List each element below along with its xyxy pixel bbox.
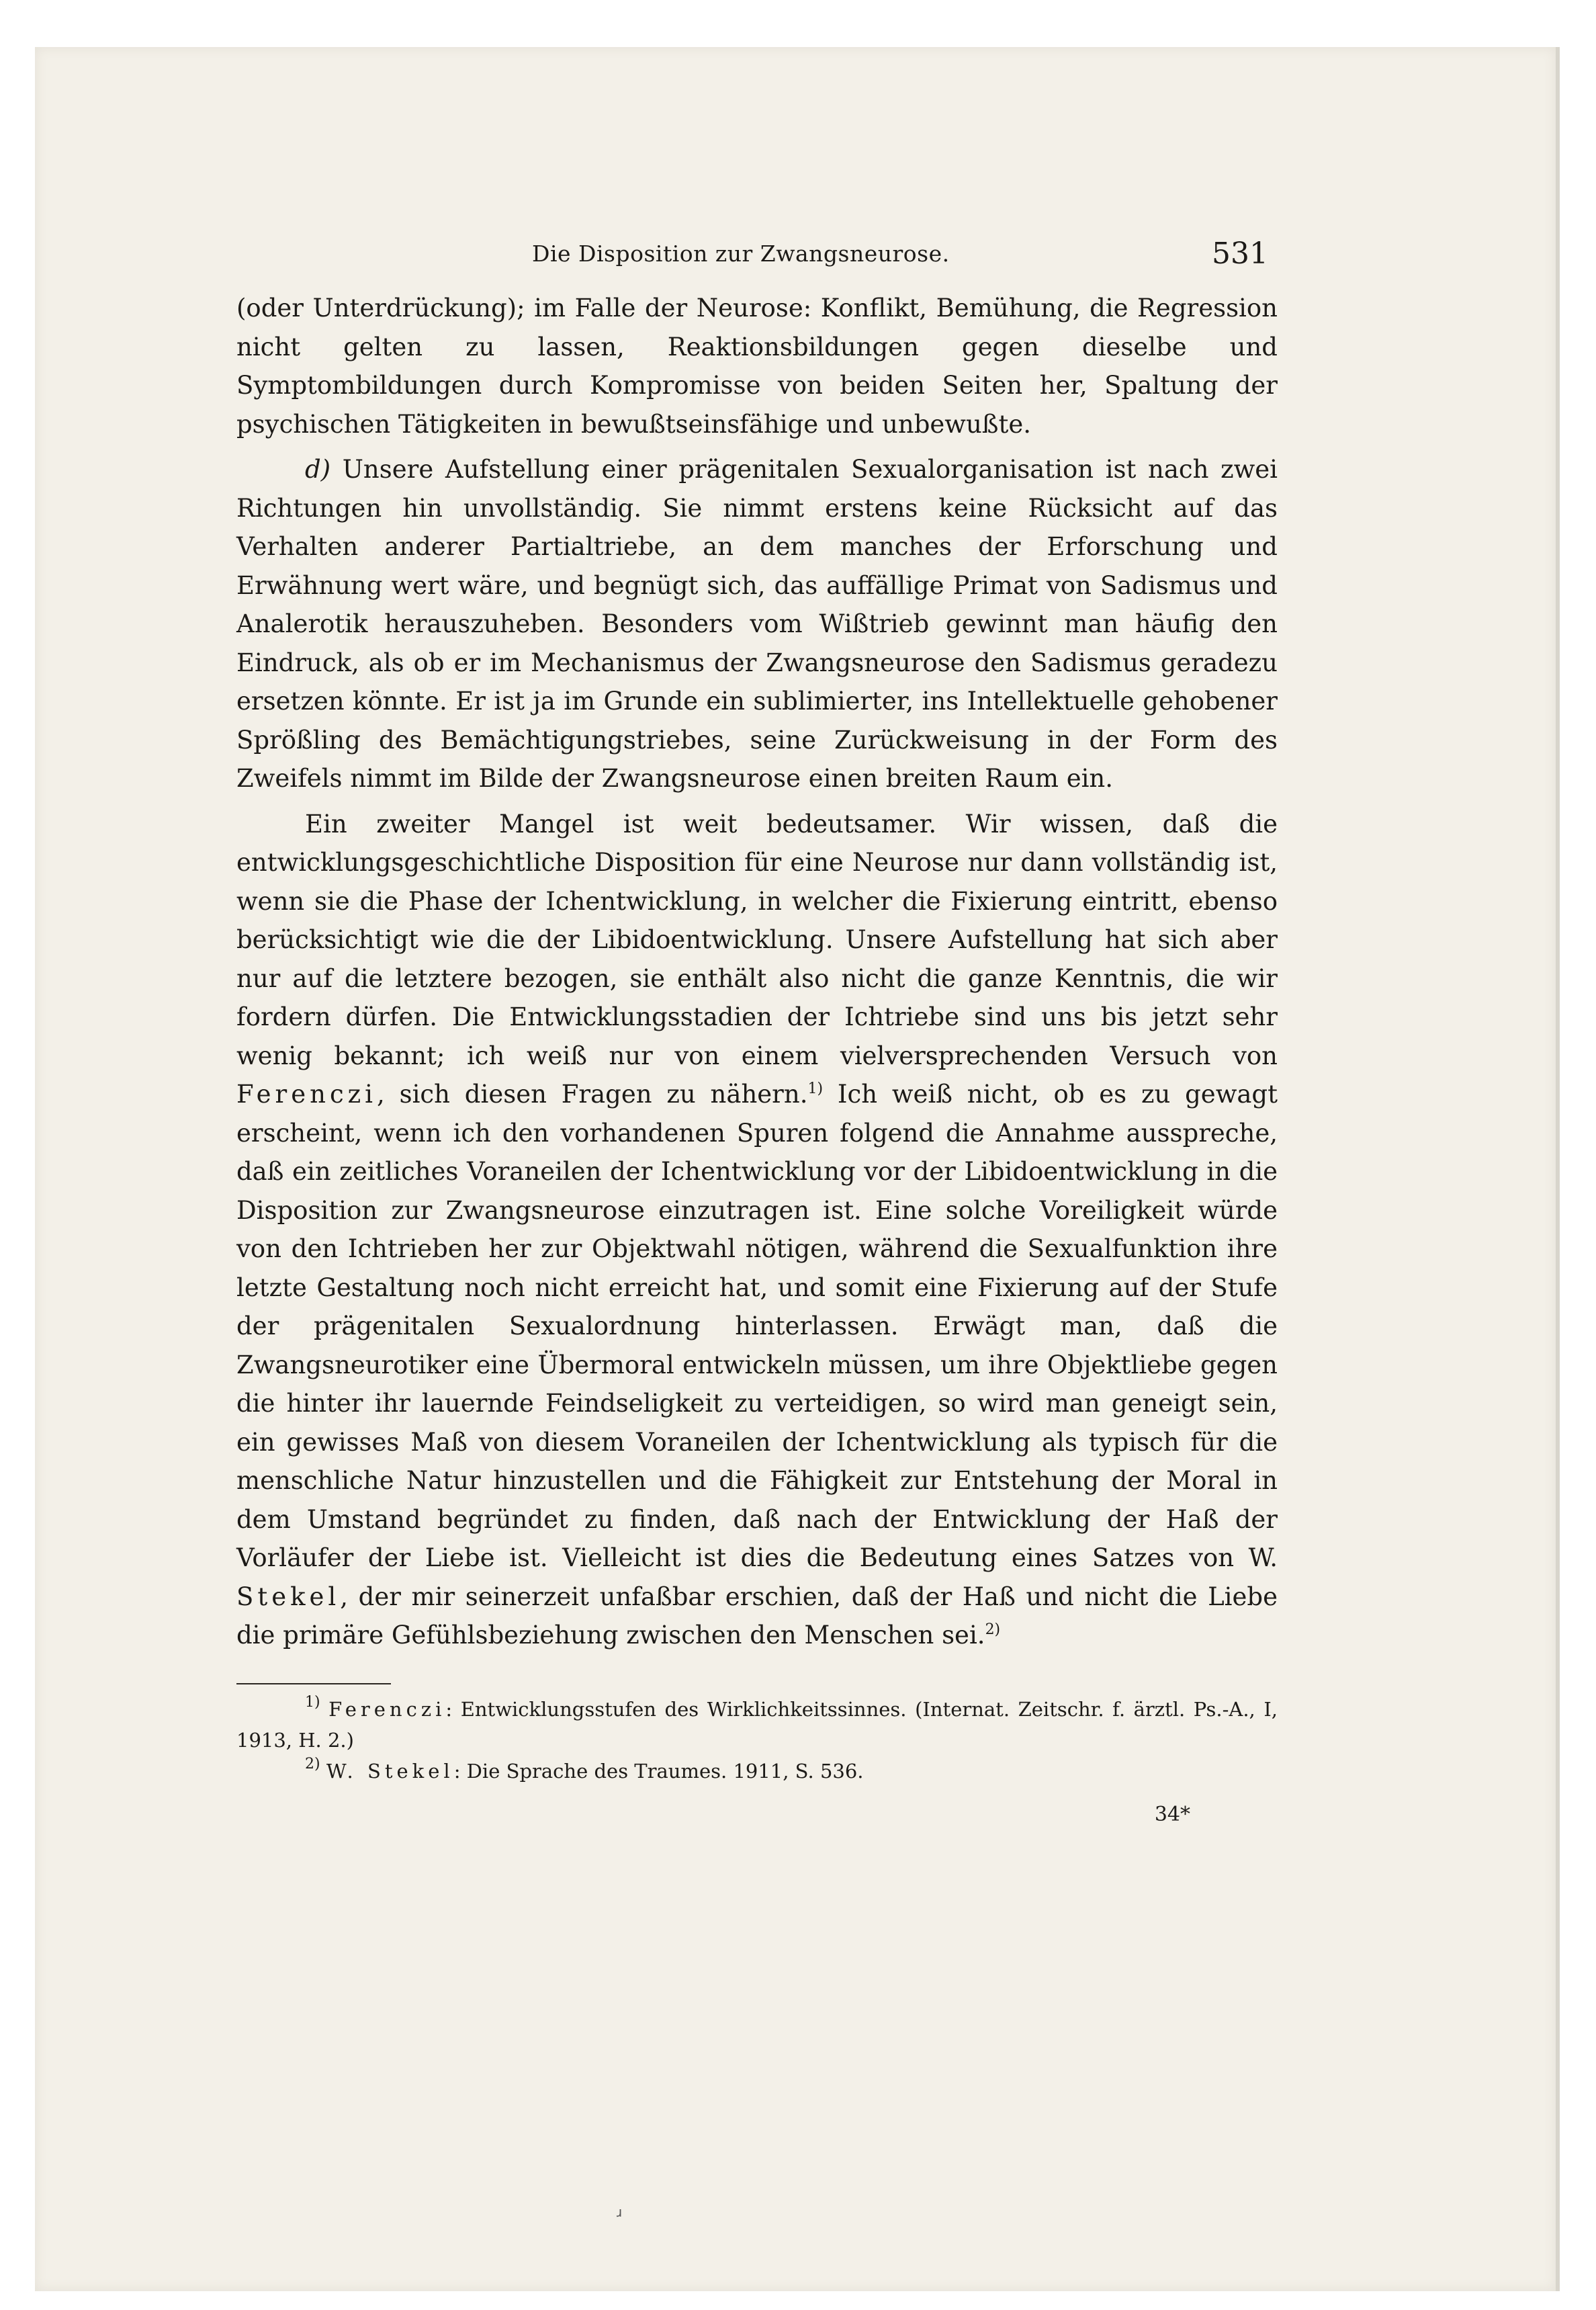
paragraph-d — [236, 450, 1278, 798]
running-title: Die Disposition zur Zwangsneurose. — [532, 241, 950, 267]
printer-signature — [236, 1787, 1278, 1834]
footnote-2 — [236, 1756, 1278, 1787]
section-label: d) — [305, 455, 331, 484]
paragraph-text: , der mir seinerzeit unfaßbar erschien, daß der Haß und nicht die Liebe die primäre Gefühlsbeziehung zwischen den Menschen sei. — [236, 1582, 1278, 1650]
footnote-author: Ferenczi — [328, 1697, 446, 1721]
scanned-page — [35, 47, 1560, 2291]
footnote-divider — [236, 1683, 391, 1684]
paragraph-text: , sich diesen Fragen zu nähern. — [377, 1080, 808, 1109]
bottom-mark: ɹ — [617, 2204, 623, 2220]
paragraph-continuation — [236, 289, 1278, 443]
footnote-ref-1: 1) — [807, 1080, 824, 1097]
author-name-stekel: Stekel — [236, 1582, 341, 1611]
footnote-text: : Die Sprache des Traumes. 1911, S. 536. — [453, 1759, 864, 1783]
paragraph-second-deficiency — [236, 805, 1278, 1655]
paragraph-text: Unsere Aufstellung einer prägenitalen Sexualorganisation ist nach zwei Richtungen hin unvollständig. Sie nimmt erstens keine Rücksicht auf das Verhalten anderer Partialtriebe, an dem manches der Erforschung und Erwähnung wert wäre, und begnügt sich, das auffällige Primat von Sadismus und Analerotik herauszuheben. Besonders vom Wißtrieb gewinnt man häufig den Eindruck, als ob er im Mechanismus der Zwangsneurose den Sadismus geradezu ersetzen könnte. Er ist ja im Grunde ein sublimierter, ins Intellektuelle gehobener Sprößling des Bemächtigungstriebes, seine Zurückweisung in der Form des Zweifels nimmt im Bilde der Zwangsneurose einen breiten Raum ein. — [236, 455, 1278, 793]
paragraph-text: Ich weiß nicht, ob es zu gewagt erscheint, wenn ich den vorhandenen Spuren folgend die Annahme ausspreche, daß ein zeitliches Voraneilen der Ichentwicklung vor der Libidoentwicklung in die Disposition zur Zwangsneurose einzutragen ist. Eine solche Voreiligkeit würde von den Ichtrieben her zur Objektwahl nötigen, während die Sexualfunktion ihre letzte Gestaltung noch nicht erreicht hat, und somit eine Fixierung auf der Stufe der prägenitalen Sexualordnung hinterlassen. Erwägt man, daß die Zwangsneurotiker eine Übermoral entwickeln müssen, um ihre Objektliebe gegen die hinter ihr lauernde Feindseligkeit zu verteidigen, so wird man geneigt sein, ein gewisses Maß von diesem Voraneilen der Ichentwicklung als typisch für die menschliche Natur hinzustellen und die Fähigkeit zur Entstehung der Moral in dem Umstand begründet zu finden, daß nach der Entwicklung der Haß der Vorläufer der Liebe ist. Vielleicht ist dies die Bedeutung eines Satzes von W. — [236, 1080, 1278, 1572]
signature-mark: 34* — [1154, 1802, 1190, 1826]
paragraph-text: (oder Unterdrückung); im Falle der Neurose: Konflikt, Bemühung, die Regression nicht gelten zu lassen, Reaktionsbildungen gegen dieselbe und Symptombildungen durch Kompromisse von beiden Seiten her, Spaltung der psychischen Tätigkeiten in bewußtseinsfähige und unbewußte. — [236, 294, 1278, 439]
body-text — [236, 289, 1278, 1655]
footnote-marker: 1) — [305, 1693, 320, 1711]
footnote-marker: 2) — [305, 1755, 320, 1772]
page-content — [236, 222, 1278, 1834]
page-number: 531 — [1212, 237, 1268, 271]
page-header — [236, 222, 1278, 282]
footnote-author: W. Stekel — [326, 1759, 454, 1783]
footnotes — [236, 1694, 1278, 1787]
paragraph-text: Ein zweiter Mangel ist weit bedeutsamer. Wir wissen, daß die entwicklungsgeschichtliche Disposition für eine Neurose nur dann vollständig ist, wenn sie die Phase der Ichentwicklung, in welcher die Fixierung eintritt, ebenso berücksichtigt wie die der Libidoentwicklung. Unsere Aufstellung hat sich aber nur auf die letztere bezogen, sie enthält also nicht die ganze Kenntnis, die wir fordern dürfen. Die Entwicklungsstadien der Ichtriebe sind uns bis jetzt sehr wenig bekannt; ich weiß nur von einem vielversprechenden Versuch von — [236, 809, 1278, 1070]
author-name-ferenczi: Ferenczi — [236, 1080, 378, 1109]
footnote-text: : Entwicklungsstufen des Wirklichkeitssinnes. (Internat. Zeitschr. f. ärztl. Ps.-A., I, 1913, H. 2.) — [236, 1697, 1278, 1752]
footnote-1 — [236, 1694, 1278, 1756]
footnote-ref-2: 2) — [985, 1621, 1001, 1638]
